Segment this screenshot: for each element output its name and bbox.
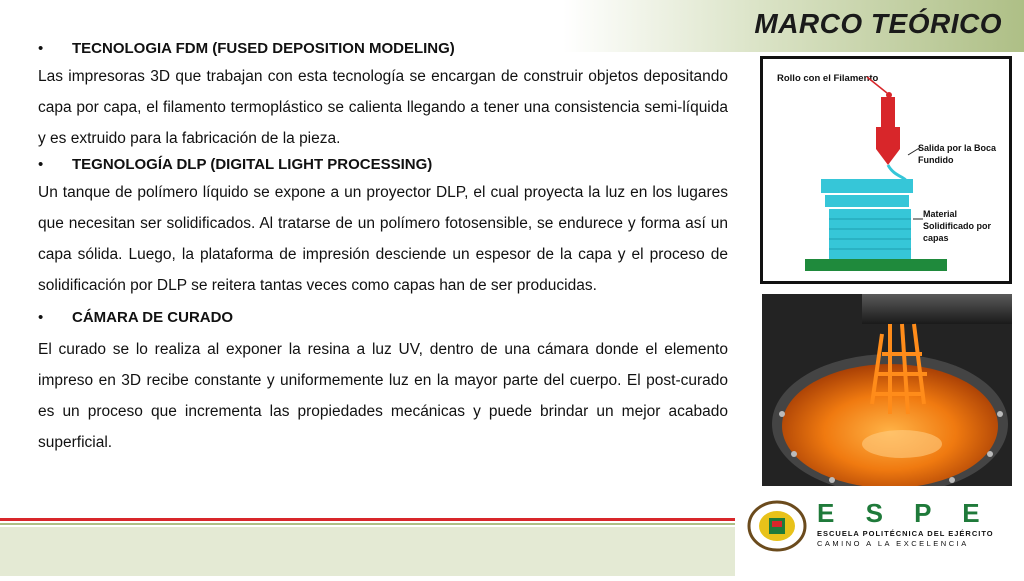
paragraph-fdm: Las impresoras 3D que trabajan con esta tecnología se encargan de construir objetos depositando capa por capa, el filamento termoplástico se calienta llegando a tener una consistencia semi-líquida y es extruido para la fabricación de la pieza. <box>38 68 728 147</box>
resin-highlight <box>862 430 942 458</box>
seal-flag-icon <box>772 521 782 527</box>
heading-fdm-text: TECNOLOGIA FDM (FUSED DEPOSITION MODELING) <box>72 40 455 57</box>
extruder-head-icon <box>876 127 900 149</box>
layer-row <box>825 195 909 207</box>
bolt-icon <box>829 477 835 483</box>
layer-block <box>829 209 911 259</box>
fdm-diagram <box>760 56 1012 284</box>
layer-row <box>821 179 913 193</box>
filament-icon <box>881 97 895 127</box>
label-material-1: Material <box>923 209 958 219</box>
text-content <box>38 38 728 458</box>
bolt-icon <box>997 411 1003 417</box>
logo-line1: ESCUELA POLITÉCNICA DEL EJÉRCITO <box>817 529 994 538</box>
bullet-dot: • <box>38 309 44 326</box>
espe-logo <box>745 496 1024 576</box>
heading-dlp-text: TEGNOLOGÍA DLP (DIGITAL LIGHT PROCESSING) <box>72 156 433 173</box>
red-stripe <box>0 518 735 521</box>
logo-letters: E S P E <box>817 498 992 528</box>
section-heading-fdm <box>38 40 728 57</box>
bolt-icon <box>987 451 993 457</box>
build-platform-icon <box>805 259 947 271</box>
green-stripe <box>0 523 735 525</box>
fdm-diagram-svg <box>763 59 1009 281</box>
label-roll: Rollo con el Filamento <box>777 73 879 84</box>
bolt-icon <box>949 477 955 483</box>
slide-title: MARCO TEÓRICO <box>754 8 1002 39</box>
bottom-stripes <box>0 518 735 576</box>
label-nozzle-2: Fundido <box>918 155 954 165</box>
logo-line2: CAMINO A LA EXCELENCIA <box>817 539 969 548</box>
bottom-stripes-svg <box>0 518 735 576</box>
nozzle-icon <box>876 149 900 165</box>
label-nozzle-1: Salida por la Boca <box>918 143 997 153</box>
label-material-3: capas <box>923 233 949 243</box>
espe-logo-svg <box>745 496 1024 576</box>
dlp-resin-photo <box>762 294 1012 486</box>
label-material-2: Solidificado por <box>923 221 992 231</box>
dlp-photo-svg <box>762 294 1012 486</box>
bolt-icon <box>791 451 797 457</box>
section-heading-curing <box>38 309 728 326</box>
build-plate-icon <box>862 294 1012 324</box>
bolt-icon <box>779 411 785 417</box>
heading-curing-text: CÁMARA DE CURADO <box>72 309 234 326</box>
paragraph-dlp: Un tanque de polímero líquido se expone a un proyector DLP, el cual proyecta la luz en los lugares que necesitan ser solidificados. Al tratarse de un polímero fotosensible, se endurece y forma así un capa sólida. Luego, la plataforma de impresión desciende un espesor de la capa y el proceso de solidificación por DLP se reitera tantas veces como capas han de ser producidas. <box>38 184 728 294</box>
bullet-dot: • <box>38 156 44 173</box>
printed-layers <box>821 179 913 259</box>
section-heading-dlp <box>38 156 728 173</box>
footer-band <box>0 527 735 576</box>
paragraph-curing: El curado se lo realiza al exponer la resina a luz UV, dentro de una cámara donde el elemento impreso en 3D recibe constante y uniformemente luz en la mayor parte del cuerpo. El post-curado es un proceso que incrementa las propiedades mecánicas y puede brindar un mejor acabado superficial. <box>38 341 728 451</box>
bullet-dot: • <box>38 40 44 57</box>
